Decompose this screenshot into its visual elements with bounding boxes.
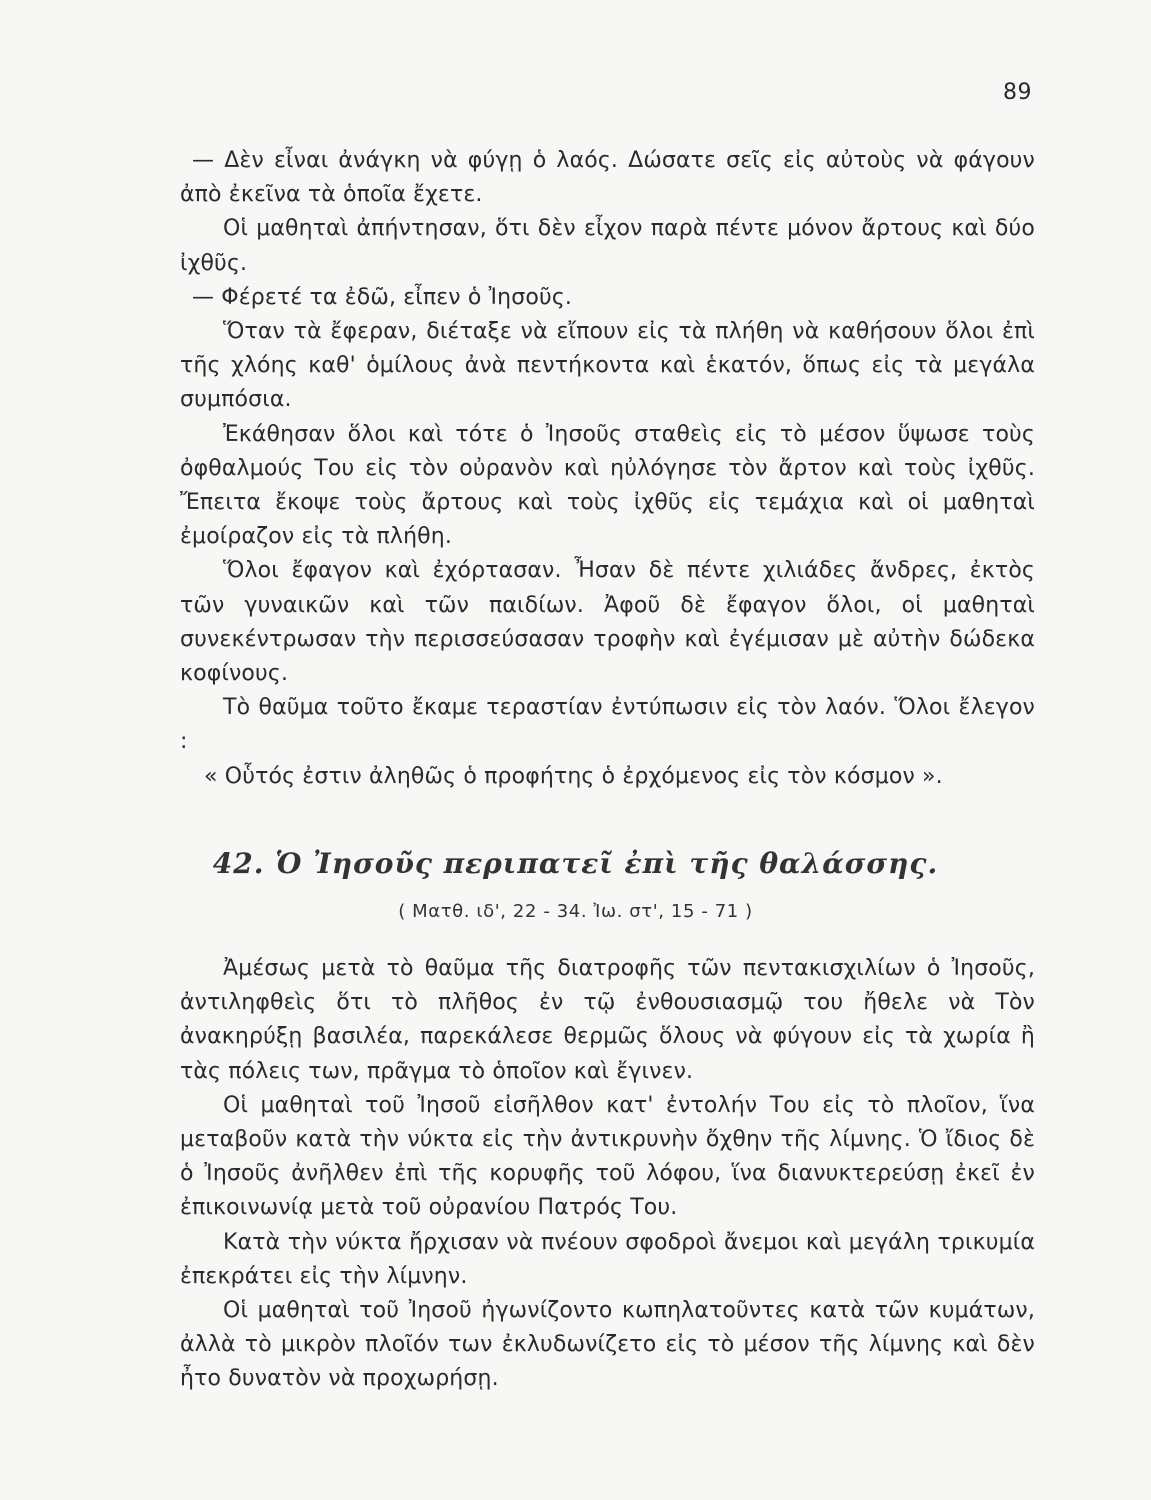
paragraph: Οἱ μαθηταὶ τοῦ Ἰησοῦ εἰσῆλθον κατ' ἐντολήν Του εἰς τὸ πλοῖον, ἵνα μεταβοῦν κατὰ τὴν νύκτα εἰς τὴν ἀντικρυνὴν ὄχθην τῆς λίμνης. Ὁ ἴδιος δὲ ὁ Ἰησοῦς ἀνῆλθεν ἐπὶ τῆς κορυφῆς τοῦ λόφου, ἵνα διανυκτερεύσῃ ἐκεῖ ἐν ἐπικοινωνίᾳ μετὰ τοῦ οὐρανίου Πατρός Του. (180, 1092, 1035, 1221)
section-heading: 42. Ὁ Ἰησοῦς περιπατεῖ ἐπὶ τῆς θαλάσσης. (212, 847, 939, 880)
paragraph: Ἀμέσως μετὰ τὸ θαῦμα τῆς διατροφῆς τῶν πεντακισχιλίων ὁ Ἰησοῦς, ἀντιληφθεὶς ὅτι τὸ πλῆθος ἐν τῷ ἐνθουσιασμῷ του ἤθελε νὰ Τὸν ἀνακηρύξῃ βασιλέα, παρεκάλεσε θερμῶς ὅλους νὰ φύγουν εἰς τὰ χωρία ἢ τὰς πόλεις των, πρᾶγμα τὸ ὁποῖον καὶ ἔγινεν. (180, 956, 1035, 1084)
paragraph: Οἱ μαθηταὶ τοῦ Ἰησοῦ ἠγωνίζοντο κωπηλατοῦντες κατὰ τῶν κυμάτων, ἀλλὰ τὸ μικρὸν πλοῖόν των ἐκλυδωνίζετο εἰς τὸ μέσον τῆς λίμνης καὶ δὲν ἦτο δυνατὸν νὰ προχωρήσῃ. (180, 1298, 1035, 1392)
paragraph: Ἐκάθησαν ὅλοι καὶ τότε ὁ Ἰησοῦς σταθεὶς εἰς τὸ μέσον ὕψωσε τοὺς ὀφθαλμούς Του εἰς τὸν οὐρανὸν καὶ ηὐλόγησε τὸν ἄρτον καὶ τοὺς ἰχθῦς. Ἔπειτα ἔκοψε τοὺς ἄρτους καὶ τοὺς ἰχθῦς εἰς τεμάχια καὶ οἱ μαθηταὶ ἐμοίραζον εἰς τὰ πλήθη. (180, 421, 1035, 550)
paragraph: Ὅταν τὰ ἔφεραν, διέταξε νὰ εἴπουν εἰς τὰ πλήθη νὰ καθήσουν ὅλοι ἐπὶ τῆς χλόης καθ' ὁμίλους ἀνὰ πεντήκοντα καὶ ἑκατόν, ὅπως εἰς τὰ μεγάλα συμπόσια. (180, 319, 1035, 413)
paragraph: — Δὲν εἶναι ἀνάγκη νὰ φύγῃ ὁ λαός. Δώσατε σεῖς εἰς αὐτοὺς νὰ φάγουν ἀπὸ ἐκεῖνα τὰ ὁποῖα ἔχετε. (180, 148, 1035, 208)
paragraph: Τὸ θαῦμα τοῦτο ἔκαμε τεραστίαν ἐντύπωσιν εἰς τὸν λαόν. Ὅλοι ἔλεγον : (180, 695, 1035, 755)
section-two-text (180, 952, 1035, 1397)
quote-paragraph: « Οὗτός ἐστιν ἀληθῶς ὁ προφήτης ὁ ἐρχόμενος εἰς τὸν κόσμον ». (204, 763, 943, 789)
paragraph: Κατὰ τὴν νύκτα ἤρχισαν νὰ πνέουν σφοδροὶ ἄνεμοι καὶ μεγάλη τρικυμία ἐπεκράτει εἰς τὴν λίμνην. (180, 1229, 1035, 1289)
paragraph: Ὅλοι ἔφαγον καὶ ἐχόρτασαν. Ἦσαν δὲ πέντε χιλιάδες ἄνδρες, ἐκτὸς τῶν γυναικῶν καὶ τῶν παιδίων. Ἀφοῦ δὲ ἔφαγον ὅλοι, οἱ μαθηταὶ συνεκέντρωσαν τὴν περισσεύσασαν τροφὴν καὶ ἐγέμισαν μὲ αὐτὴν δώδεκα κοφίνους. (180, 558, 1035, 687)
section-one-text (180, 144, 1035, 794)
paragraph: Οἱ μαθηταὶ ἀπήντησαν, ὅτι δὲν εἶχον παρὰ πέντε μόνον ἄρτους καὶ δύο ἰχθῦς. (180, 216, 1035, 276)
paragraph: — Φέρετέ τα ἐδῶ, εἶπεν ὁ Ἰησοῦς. (192, 284, 573, 310)
scripture-reference: ( Ματθ. ιδ', 22 - 34. Ἰω. στ', 15 - 71 ) (398, 901, 753, 922)
page-number: 89 (1003, 80, 1032, 105)
